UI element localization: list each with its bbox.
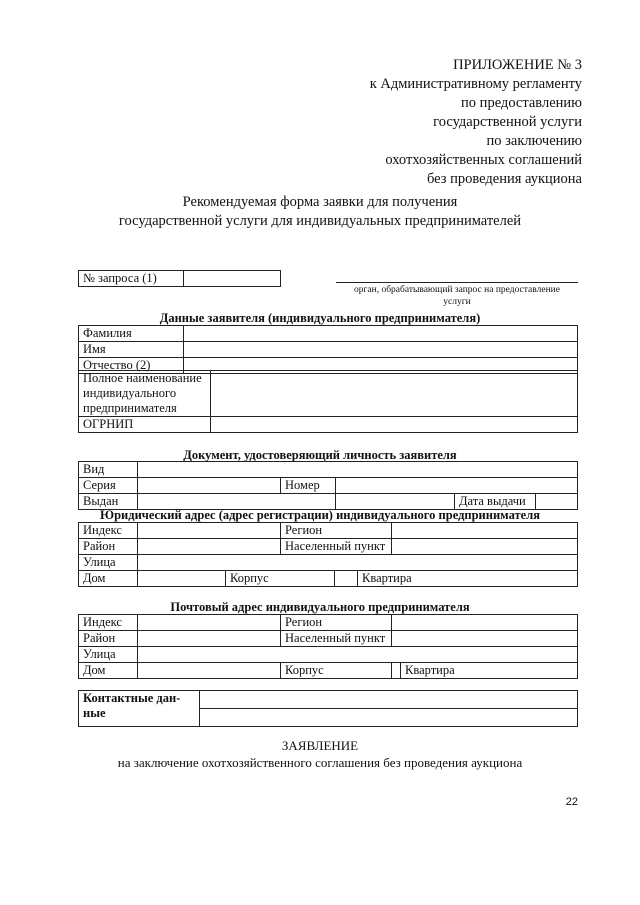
id-doc-heading: Документ, удостоверяющий личность заявителя bbox=[183, 448, 457, 462]
legal-region-label: Регион bbox=[281, 523, 392, 539]
contacts-input-1[interactable] bbox=[200, 691, 577, 709]
organ-caption-line: орган, обрабатывающий запрос на предоставление bbox=[354, 285, 560, 295]
contacts-table bbox=[78, 690, 578, 727]
postal-address-heading: Почтовый адрес индивидуального предпринимателя bbox=[170, 600, 470, 614]
legal-apartment-input[interactable] bbox=[424, 571, 577, 586]
postal-street-label: Улица bbox=[79, 647, 138, 663]
legal-locality-input[interactable] bbox=[392, 539, 578, 555]
issue-date-input[interactable] bbox=[536, 494, 578, 509]
postal-apartment-inner bbox=[392, 663, 577, 678]
legal-district-input[interactable] bbox=[138, 539, 281, 555]
statement-block bbox=[0, 737, 640, 771]
contacts-label-line: Контактные дан- bbox=[83, 691, 181, 705]
appendix-header bbox=[370, 56, 582, 189]
legal-apartment-cell bbox=[335, 571, 578, 587]
postal-apartment-input[interactable] bbox=[467, 663, 577, 678]
organ-caption-line: услуги bbox=[443, 297, 471, 307]
postal-apartment-label: Квартира bbox=[401, 663, 468, 678]
postal-district-input[interactable] bbox=[138, 631, 281, 647]
fullname-label bbox=[79, 371, 211, 417]
header-line: без проведения аукциона bbox=[426, 171, 582, 187]
postal-building-label: Корпус bbox=[281, 663, 392, 679]
legal-address-heading: Юридический адрес (адрес регистрации) индивидуального предпринимателя bbox=[100, 508, 540, 522]
postal-locality-label: Населенный пункт bbox=[281, 631, 392, 647]
organ-caption bbox=[336, 284, 578, 308]
ogrnip-label: ОГРНИП bbox=[79, 417, 211, 433]
legal-house-input[interactable] bbox=[138, 571, 226, 587]
legal-building-label: Корпус bbox=[226, 571, 335, 587]
postal-locality-input[interactable] bbox=[392, 631, 578, 647]
legal-street-input[interactable] bbox=[138, 555, 578, 571]
form-title-line: государственной услуги для индивидуальных предпринимателей bbox=[118, 213, 522, 229]
postal-building-input[interactable] bbox=[392, 663, 401, 678]
applicant-table bbox=[78, 325, 578, 374]
statement-title: ЗАЯВЛЕНИЕ bbox=[281, 738, 359, 753]
contacts-input-cell bbox=[200, 691, 578, 727]
fullname-input[interactable] bbox=[211, 371, 578, 417]
surname-input[interactable] bbox=[184, 326, 578, 342]
form-title bbox=[0, 193, 640, 231]
legal-apartment-inner bbox=[335, 571, 577, 586]
legal-region-input[interactable] bbox=[392, 523, 578, 539]
contacts-input-2[interactable] bbox=[200, 709, 577, 726]
organ-signature-line[interactable] bbox=[336, 282, 578, 283]
id-doc-table-type bbox=[78, 461, 578, 478]
page-number: 22 bbox=[565, 796, 578, 808]
header-line: охотхозяйственных соглашений bbox=[385, 152, 582, 168]
form-title-line: Рекомендуемая форма заявки для получения bbox=[182, 194, 458, 210]
header-line: государственной услуги bbox=[433, 114, 582, 130]
legal-district-label: Район bbox=[79, 539, 138, 555]
number-label: Номер bbox=[281, 478, 336, 494]
doc-type-label: Вид bbox=[79, 462, 138, 478]
postal-house-label: Дом bbox=[79, 663, 138, 679]
contacts-label bbox=[79, 691, 200, 727]
fullname-label-line: предпринимателя bbox=[83, 401, 177, 415]
postal-apartment-cell bbox=[392, 663, 578, 679]
issued-input-cont[interactable] bbox=[336, 494, 455, 509]
name-label: Имя bbox=[79, 342, 184, 358]
series-input[interactable] bbox=[138, 478, 281, 494]
header-line: ПРИЛОЖЕНИЕ № 3 bbox=[453, 57, 582, 73]
ogrnip-input[interactable] bbox=[211, 417, 578, 433]
legal-building-input[interactable] bbox=[335, 571, 358, 586]
legal-locality-label: Населенный пункт bbox=[281, 539, 392, 555]
header-line: по заключению bbox=[486, 133, 582, 149]
legal-index-input[interactable] bbox=[138, 523, 281, 539]
statement-subtitle: на заключение охотхозяйственного соглашения без проведения аукциона bbox=[117, 755, 523, 770]
legal-address-table bbox=[78, 522, 578, 555]
postal-district-label: Район bbox=[79, 631, 138, 647]
series-label: Серия bbox=[79, 478, 138, 494]
doc-type-input[interactable] bbox=[138, 462, 578, 478]
legal-apartment-label: Квартира bbox=[358, 571, 425, 586]
patronymic-label: Отчество (2) bbox=[79, 358, 184, 374]
applicant-heading: Данные заявителя (индивидуального предпринимателя) bbox=[159, 311, 481, 325]
surname-label: Фамилия bbox=[79, 326, 184, 342]
request-number-input[interactable] bbox=[184, 271, 281, 287]
fullname-label-line: индивидуального bbox=[83, 386, 177, 400]
postal-index-label: Индекс bbox=[79, 615, 138, 631]
number-input[interactable] bbox=[336, 478, 578, 494]
request-number-label: № запроса (1) bbox=[79, 271, 184, 287]
legal-index-label: Индекс bbox=[79, 523, 138, 539]
postal-street-input[interactable] bbox=[138, 647, 578, 663]
header-line: по предоставлению bbox=[461, 95, 582, 111]
fullname-label-line: Полное наименование bbox=[83, 371, 202, 385]
postal-region-label: Регион bbox=[281, 615, 392, 631]
issue-date-inner bbox=[336, 494, 577, 509]
name-input[interactable] bbox=[184, 342, 578, 358]
legal-street-label: Улица bbox=[79, 555, 138, 571]
contacts-label-line: ные bbox=[83, 706, 106, 720]
postal-region-input[interactable] bbox=[392, 615, 578, 631]
issued-label: Выдан bbox=[79, 494, 138, 510]
legal-address-table-2 bbox=[78, 554, 578, 587]
applicant-fullname-table bbox=[78, 370, 578, 433]
header-line: к Административному регламенту bbox=[369, 76, 582, 92]
postal-address-table bbox=[78, 614, 578, 679]
request-number-table bbox=[78, 270, 281, 287]
postal-house-input[interactable] bbox=[138, 663, 281, 679]
postal-index-input[interactable] bbox=[138, 615, 281, 631]
issue-date-label: Дата выдачи bbox=[455, 494, 536, 509]
id-doc-table-series bbox=[78, 477, 578, 510]
legal-house-label: Дом bbox=[79, 571, 138, 587]
